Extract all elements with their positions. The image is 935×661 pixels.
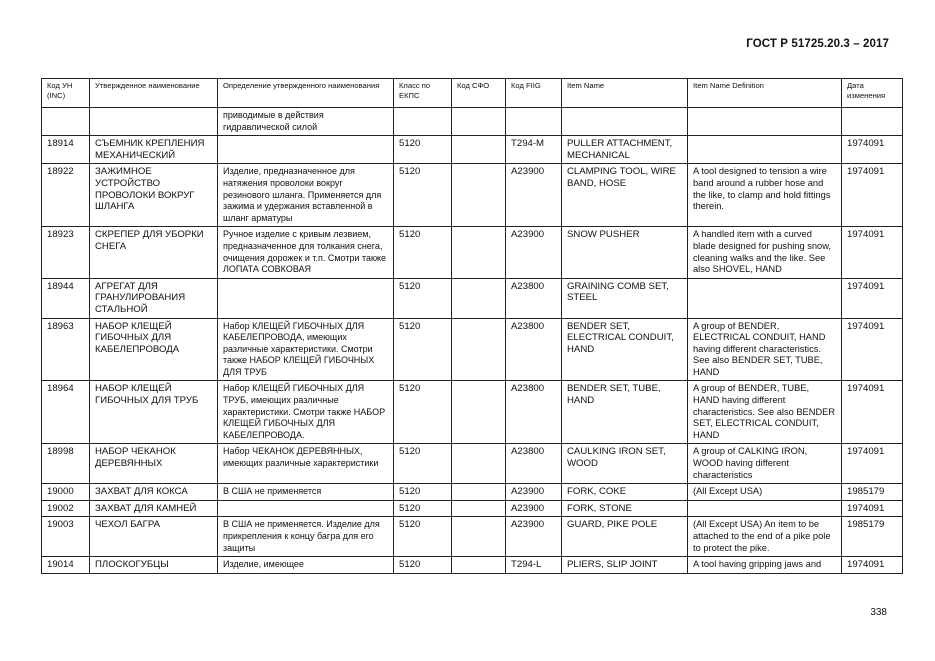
cell-sfo — [452, 164, 506, 227]
cell-fiig: A23800 — [506, 278, 562, 318]
table-row — [42, 164, 903, 227]
cell-date — [842, 108, 903, 136]
cell-definition-ru: Ручное изделие с кривым лезвием, предназначенное для толкания снега, очищения дорожек и т.п. Смотри также ЛОПАТА СОВКОВАЯ — [218, 227, 394, 278]
cell-fiig: A23900 — [506, 500, 562, 517]
cell-ekps: 5120 — [394, 557, 452, 574]
cell-definition-ru: Набор ЧЕКАНОК ДЕРЕВЯННЫХ, имеющих различные характеристики — [218, 444, 394, 484]
continuation-row — [42, 108, 903, 136]
table-row — [42, 517, 903, 557]
table-header-row — [42, 79, 903, 108]
cell-fiig: A23900 — [506, 227, 562, 278]
cell-fiig: A23800 — [506, 444, 562, 484]
cell-ekps: 5120 — [394, 278, 452, 318]
cell-ekps: 5120 — [394, 318, 452, 381]
cell-name-ru: НАБОР КЛЕЩЕЙ ГИБОЧНЫХ ДЛЯ КАБЕЛЕПРОВОДА — [90, 318, 218, 381]
cell-item-name: PULLER ATTACHMENT, MECHANICAL — [562, 136, 688, 164]
cell-definition-ru — [218, 500, 394, 517]
cell-sfo — [452, 318, 506, 381]
cell-item-def: A handled item with a curved blade designed for pushing snow, cleaning walks and the like. See also SHOVEL, HAND — [688, 227, 842, 278]
cell-fiig: A23800 — [506, 318, 562, 381]
cell-sfo — [452, 484, 506, 501]
cell-sfo — [452, 108, 506, 136]
cell-inc: 19003 — [42, 517, 90, 557]
cell-date: 1974091 — [842, 318, 903, 381]
table-row — [42, 484, 903, 501]
cell-name-ru: СЪЕМНИК КРЕПЛЕНИЯ МЕХАНИЧЕСКИЙ — [90, 136, 218, 164]
table-row — [42, 557, 903, 574]
cell-fiig: A23900 — [506, 517, 562, 557]
column-header-definition-ru: Определение утвержденного наименования — [218, 79, 394, 108]
column-header-item-name: Item Name — [562, 79, 688, 108]
cell-definition-ru: приводимые в действия гидравлической силой — [218, 108, 394, 136]
cell-item-name: CLAMPING TOOL, WIRE BAND, HOSE — [562, 164, 688, 227]
cell-definition-ru — [218, 136, 394, 164]
cell-date: 1974091 — [842, 557, 903, 574]
cell-fiig: T294-M — [506, 136, 562, 164]
cell-date: 1974091 — [842, 136, 903, 164]
table-row — [42, 444, 903, 484]
cell-sfo — [452, 444, 506, 484]
cell-name-ru: АГРЕГАТ ДЛЯ ГРАНУЛИРОВАНИЯ СТАЛЬНОЙ — [90, 278, 218, 318]
cell-sfo — [452, 381, 506, 444]
cell-sfo — [452, 500, 506, 517]
column-header-ekps: Класс по ЕКПС — [394, 79, 452, 108]
cell-ekps: 5120 — [394, 136, 452, 164]
cell-name-ru: НАБОР ЧЕКАНОК ДЕРЕВЯННЫХ — [90, 444, 218, 484]
cell-inc: 18963 — [42, 318, 90, 381]
cell-item-def: (All Except USA) — [688, 484, 842, 501]
cell-ekps: 5120 — [394, 484, 452, 501]
cell-sfo — [452, 136, 506, 164]
cell-definition-ru — [218, 278, 394, 318]
cell-item-def: A group of BENDER, ELECTRICAL CONDUIT, HAND having different characteristics. See also BENDER SET, TUBE, HAND — [688, 318, 842, 381]
cell-inc: 18914 — [42, 136, 90, 164]
cell-name-ru: ЧЕХОЛ БАГРА — [90, 517, 218, 557]
cell-item-name: GRAINING COMB SET, STEEL — [562, 278, 688, 318]
cell-name-ru — [90, 108, 218, 136]
cell-item-name: BENDER SET, TUBE, HAND — [562, 381, 688, 444]
table-row — [42, 500, 903, 517]
cell-inc: 18922 — [42, 164, 90, 227]
column-header-date: Дата изменения — [842, 79, 903, 108]
table-row — [42, 278, 903, 318]
table-row — [42, 318, 903, 381]
cell-item-def — [688, 500, 842, 517]
cell-ekps: 5120 — [394, 381, 452, 444]
cell-item-name: CAULKING IRON SET, WOOD — [562, 444, 688, 484]
cell-inc: 18923 — [42, 227, 90, 278]
cell-item-def: (All Except USA) An item to be attached to the end of a pike pole to protect the pike. — [688, 517, 842, 557]
cell-date: 1974091 — [842, 164, 903, 227]
column-header-name-ru: Утвержденное наименование — [90, 79, 218, 108]
cell-sfo — [452, 557, 506, 574]
cell-inc: 18944 — [42, 278, 90, 318]
table-row — [42, 381, 903, 444]
cell-item-def — [688, 278, 842, 318]
cell-sfo — [452, 517, 506, 557]
cell-definition-ru: В США не применяется. Изделие для прикрепления к концу багра для его защиты — [218, 517, 394, 557]
cell-definition-ru: Изделие, предназначенное для натяжения проволоки вокруг резинового шланга. Применяется для зажима и удержания вставленной в шланг арматуры — [218, 164, 394, 227]
cell-date: 1974091 — [842, 444, 903, 484]
column-header-fiig: Код FIIG — [506, 79, 562, 108]
cell-inc: 19000 — [42, 484, 90, 501]
cell-inc: 18998 — [42, 444, 90, 484]
cell-date: 1974091 — [842, 381, 903, 444]
cell-item-def — [688, 108, 842, 136]
cell-name-ru: ЗАХВАТ ДЛЯ КАМНЕЙ — [90, 500, 218, 517]
cell-name-ru: СКРЕПЕР ДЛЯ УБОРКИ СНЕГА — [90, 227, 218, 278]
registry-table — [41, 78, 903, 574]
cell-fiig: A23900 — [506, 164, 562, 227]
cell-sfo — [452, 227, 506, 278]
cell-inc: 19014 — [42, 557, 90, 574]
cell-ekps — [394, 108, 452, 136]
cell-sfo — [452, 278, 506, 318]
cell-fiig: A23900 — [506, 484, 562, 501]
cell-name-ru: ЗАХВАТ ДЛЯ КОКСА — [90, 484, 218, 501]
table-row — [42, 227, 903, 278]
cell-item-name: FORK, COKE — [562, 484, 688, 501]
cell-item-name: FORK, STONE — [562, 500, 688, 517]
cell-inc — [42, 108, 90, 136]
cell-definition-ru: Изделие, имеющее — [218, 557, 394, 574]
cell-date: 1974091 — [842, 500, 903, 517]
document-header: ГОСТ Р 51725.20.3 – 2017 — [746, 38, 889, 50]
cell-item-name: BENDER SET, ELECTRICAL CONDUIT, HAND — [562, 318, 688, 381]
cell-item-def: A group of BENDER, TUBE, HAND having different characteristics. See also BENDER SET, ELECTRICAL CONDUIT, HAND — [688, 381, 842, 444]
cell-item-name — [562, 108, 688, 136]
column-header-sfo: Код СФО — [452, 79, 506, 108]
cell-ekps: 5120 — [394, 164, 452, 227]
table-row — [42, 136, 903, 164]
cell-item-def: A tool designed to tension a wire band around a rubber hose and the like, to clamp and hold fittings therein. — [688, 164, 842, 227]
cell-ekps: 5120 — [394, 444, 452, 484]
cell-fiig: A23800 — [506, 381, 562, 444]
cell-definition-ru: В США не применяется — [218, 484, 394, 501]
cell-name-ru: НАБОР КЛЕЩЕЙ ГИБОЧНЫХ ДЛЯ ТРУБ — [90, 381, 218, 444]
cell-date: 1974091 — [842, 227, 903, 278]
cell-definition-ru: Набор КЛЕЩЕЙ ГИБОЧНЫХ ДЛЯ КАБЕЛЕПРОВОДА, имеющих различные характеристики. Смотри также НАБОР КЛЕЩЕЙ ГИБОЧНЫХ ДЛЯ ТРУБ — [218, 318, 394, 381]
cell-item-name: GUARD, PIKE POLE — [562, 517, 688, 557]
cell-item-def — [688, 136, 842, 164]
cell-ekps: 5120 — [394, 517, 452, 557]
cell-fiig: T294-L — [506, 557, 562, 574]
cell-item-def: A group of CALKING IRON, WOOD having different characteristics — [688, 444, 842, 484]
cell-ekps: 5120 — [394, 500, 452, 517]
cell-definition-ru: Набор КЛЕЩЕЙ ГИБОЧНЫХ ДЛЯ ТРУБ, имеющих различные характеристики. Смотри также НАБОР КЛЕЩЕЙ ГИБОЧНЫХ ДЛЯ КАБЕЛЕПРОВОДА. — [218, 381, 394, 444]
cell-date: 1985179 — [842, 484, 903, 501]
cell-item-name: PLIERS, SLIP JOINT — [562, 557, 688, 574]
column-header-item-def: Item Name Definition — [688, 79, 842, 108]
cell-inc: 19002 — [42, 500, 90, 517]
cell-item-def: A tool having gripping jaws and — [688, 557, 842, 574]
cell-date: 1974091 — [842, 278, 903, 318]
page-number: 338 — [870, 607, 887, 618]
cell-ekps: 5120 — [394, 227, 452, 278]
cell-fiig — [506, 108, 562, 136]
cell-item-name: SNOW PUSHER — [562, 227, 688, 278]
cell-name-ru: ЗАЖИМНОЕ УСТРОЙСТВО ПРОВОЛОКИ ВОКРУГ ШЛАНГА — [90, 164, 218, 227]
cell-name-ru: ПЛОСКОГУБЦЫ — [90, 557, 218, 574]
column-header-inc: Код УН (INC) — [42, 79, 90, 108]
cell-inc: 18964 — [42, 381, 90, 444]
cell-date: 1985179 — [842, 517, 903, 557]
